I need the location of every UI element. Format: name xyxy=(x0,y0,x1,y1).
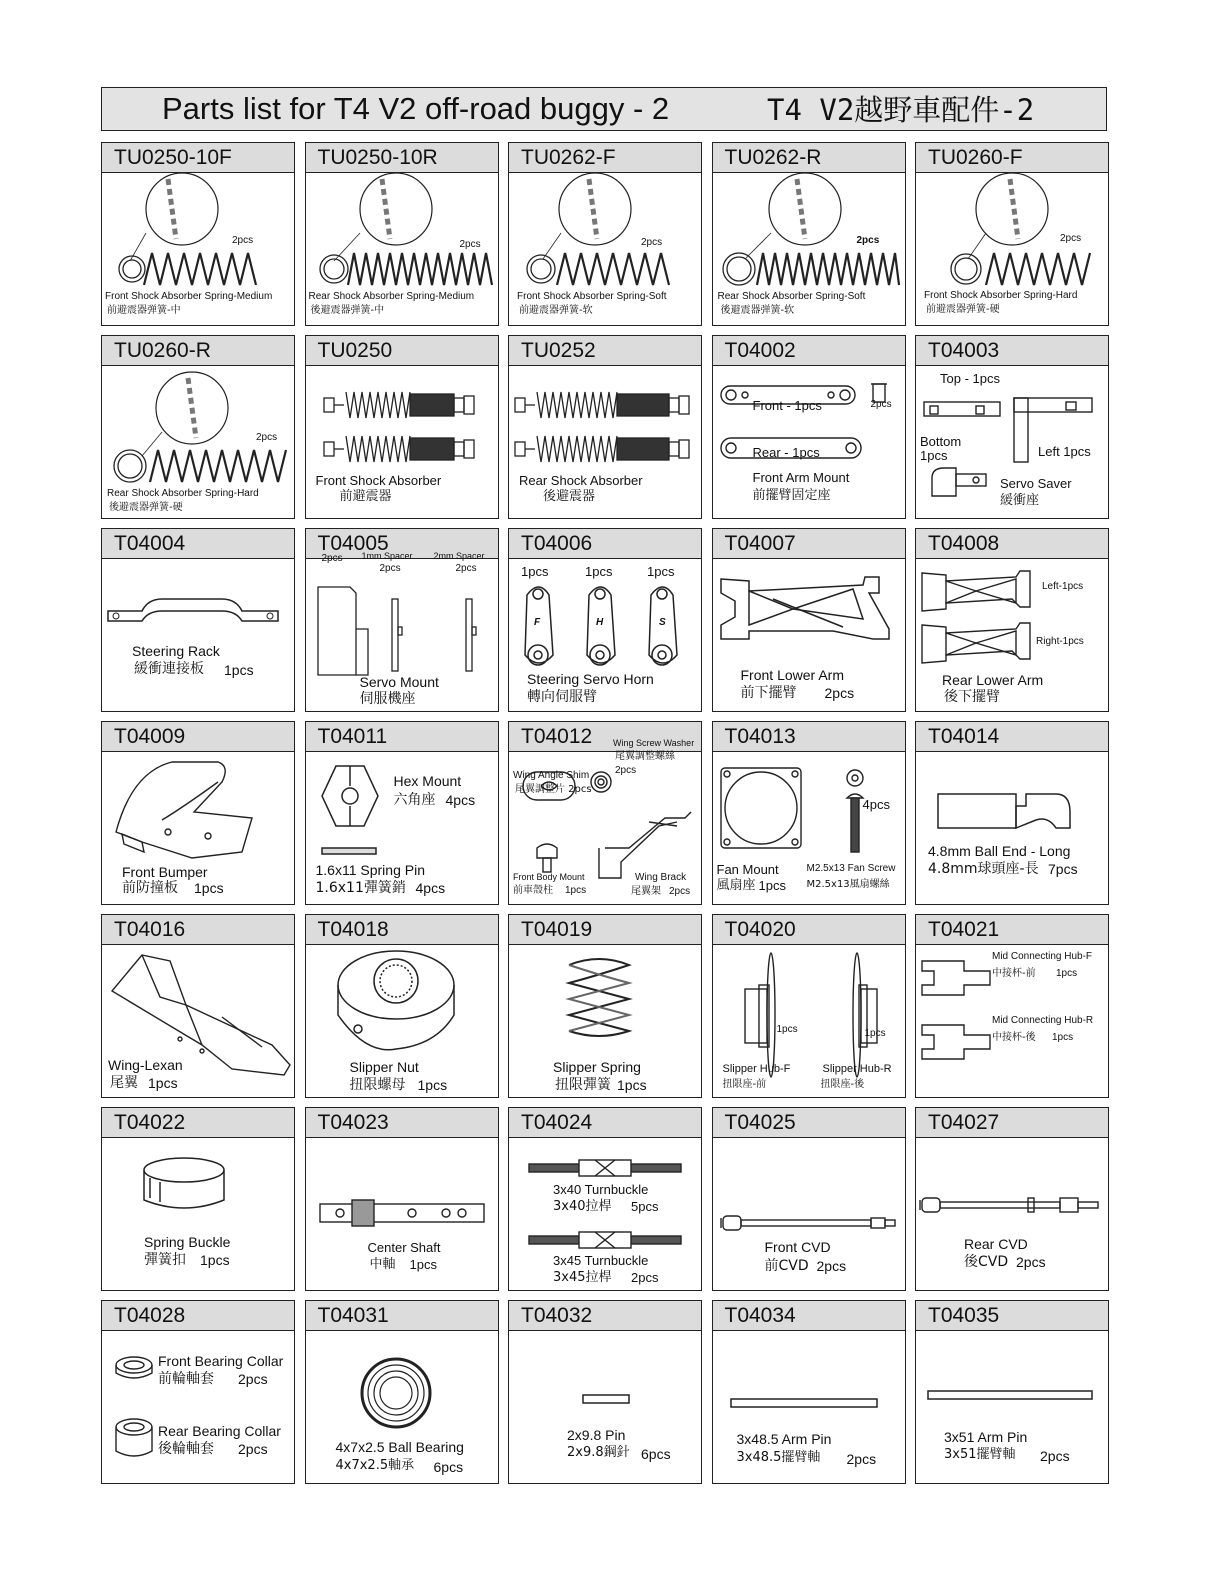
part-label: Rear Shock Absorber xyxy=(519,473,643,488)
part-header xyxy=(713,1108,905,1138)
part-label: F xyxy=(534,617,541,628)
part-code: T04003 xyxy=(928,339,1000,362)
part-label: 前避震器弹簧-中 xyxy=(107,305,181,316)
part-label: 2pcs xyxy=(1040,1448,1070,1464)
part-header xyxy=(916,722,1108,752)
part-label: 前車殼柱 xyxy=(513,885,553,896)
part-cell-t04006 xyxy=(508,528,702,712)
part-label: 2pcs xyxy=(870,399,892,410)
part-code: TU0252 xyxy=(521,339,596,362)
part-label: 1pcs xyxy=(585,564,613,579)
part-header xyxy=(916,336,1108,366)
part-label: Left-1pcs xyxy=(1042,581,1084,592)
part-cell-tu0250 xyxy=(305,335,499,519)
part-label: Mid Connecting Hub-F xyxy=(992,951,1093,962)
part-label: 4pcs xyxy=(415,880,446,896)
part-label: 中軸 xyxy=(369,1257,396,1272)
part-code: T04007 xyxy=(724,532,796,555)
part-header xyxy=(509,1108,701,1138)
part-label: 後下擺臂 xyxy=(944,689,1000,705)
part-label: 扭限彈簧 xyxy=(555,1077,611,1093)
part-code: TU0262-F xyxy=(521,146,616,169)
part-label: 1pcs xyxy=(409,1257,437,1272)
part-label: 尾翼調整片 2pcs xyxy=(515,784,592,795)
part-label: 前避震器 xyxy=(339,489,392,504)
part-code: T04020 xyxy=(724,918,796,941)
part-code: T04014 xyxy=(928,725,1000,748)
part-label: 2x9.8鋼針 xyxy=(567,1445,630,1460)
part-label: 2pcs xyxy=(816,1258,847,1274)
part-label: Rear Shock Absorber Spring-Soft xyxy=(717,291,866,302)
part-cell-t04004 xyxy=(101,528,295,712)
part-label: 1pcs xyxy=(617,1077,647,1093)
part-label: 前防撞板 xyxy=(122,880,178,896)
part-label: 後避震器 xyxy=(543,489,596,504)
part-cell-t04024 xyxy=(508,1107,702,1291)
part-label: 1.6x11 Spring Pin xyxy=(315,862,425,878)
part-label: Front Arm Mount xyxy=(752,470,850,485)
part-cell-t04014 xyxy=(915,721,1109,905)
part-label: 2pcs xyxy=(455,563,477,574)
part-label: Wing-Lexan xyxy=(108,1057,183,1073)
part-label: Rear Shock Absorber Spring-Medium xyxy=(308,291,475,302)
part-header xyxy=(306,722,498,752)
part-label: Rear - 1pcs xyxy=(752,445,820,460)
part-cell-tu0250-10f xyxy=(101,142,295,326)
part-label: Rear CVD xyxy=(964,1236,1028,1252)
part-label: 後避震器弹簧-中 xyxy=(310,305,385,316)
ball-end-illustration xyxy=(916,752,1107,903)
part-label: 尾翼架 xyxy=(631,886,661,897)
part-cell-t04020 xyxy=(712,914,906,1098)
part-label: 扭限座-前 xyxy=(722,1079,767,1090)
part-label: Front Shock Absorber xyxy=(315,473,442,488)
part-label: Steering Rack xyxy=(132,643,220,659)
part-header xyxy=(713,143,905,173)
part-label: Front Body Mount xyxy=(513,872,585,882)
part-label: 4.8mm球頭座-長 xyxy=(928,861,1039,877)
part-label: 2pcs xyxy=(824,685,855,701)
part-code: T04027 xyxy=(928,1111,1000,1134)
part-label: 前輪軸套 xyxy=(158,1371,214,1387)
part-label: Slipper Hub-F xyxy=(722,1063,791,1075)
part-cell-t04019 xyxy=(508,914,702,1098)
part-label: 後輪軸套 xyxy=(158,1441,214,1457)
part-header xyxy=(509,529,701,559)
part-label: Front Shock Absorber Spring-Medium xyxy=(105,291,273,302)
part-label: Servo Saver xyxy=(1000,476,1072,491)
part-label: 2pcs xyxy=(232,235,254,246)
part-cell-t04003 xyxy=(915,335,1109,519)
part-label: 2pcs xyxy=(615,765,637,776)
shock-absorber-illustration xyxy=(306,366,497,517)
part-header xyxy=(916,915,1108,945)
steering-rack-illustration xyxy=(102,559,293,710)
part-label: Rear Bearing Collar xyxy=(158,1423,281,1439)
part-code: T04013 xyxy=(724,725,796,748)
part-cell-t04008 xyxy=(915,528,1109,712)
part-label: 1pcs xyxy=(200,1252,230,1268)
part-header xyxy=(102,915,294,945)
spring-buckle-illustration xyxy=(102,1138,293,1289)
part-label: 2pcs xyxy=(669,886,691,897)
part-label: Fan Mount xyxy=(716,862,779,877)
part-code: T04034 xyxy=(724,1304,796,1327)
part-cell-t04032 xyxy=(508,1300,702,1484)
part-label: M2.5x13風扇螺絲 xyxy=(806,879,890,890)
part-header xyxy=(509,1301,701,1331)
part-label: 1pcs xyxy=(758,878,786,893)
part-label: Wing Angle Shim xyxy=(513,770,590,781)
part-label: 1pcs xyxy=(1052,1032,1074,1043)
part-label: 後避震器弹簧-软 xyxy=(720,305,795,316)
part-cell-tu0260-r xyxy=(101,335,295,519)
part-header xyxy=(916,1108,1108,1138)
part-label: Front Bumper xyxy=(122,864,208,880)
part-label: 2pcs xyxy=(1016,1254,1046,1270)
part-cell-t04025 xyxy=(712,1107,906,1291)
part-cell-t04012 xyxy=(508,721,702,905)
part-label: 2pcs xyxy=(641,237,663,248)
part-header xyxy=(306,1301,498,1331)
part-label: M2.5x13 Fan Screw xyxy=(806,863,896,874)
part-label: 六角座 xyxy=(393,792,436,808)
part-cell-t04009 xyxy=(101,721,295,905)
part-label: Slipper Hub-R xyxy=(822,1063,892,1075)
part-cell-t04034 xyxy=(712,1300,906,1484)
part-code: T04002 xyxy=(724,339,796,362)
center-shaft-illustration xyxy=(306,1138,497,1289)
part-label: 前擺臂固定座 xyxy=(752,488,831,503)
part-header xyxy=(306,1108,498,1138)
part-label: H xyxy=(596,617,604,628)
part-code: T04028 xyxy=(114,1304,186,1327)
part-header xyxy=(713,529,905,559)
part-label: 緩衝座 xyxy=(1000,493,1040,508)
part-label: 3x45拉桿 xyxy=(553,1270,612,1285)
part-label: Slipper Spring xyxy=(553,1059,641,1075)
part-header xyxy=(102,1108,294,1138)
part-label: S xyxy=(659,617,666,628)
part-label: 2x9.8 Pin xyxy=(567,1427,626,1443)
shock-absorber-illustration xyxy=(509,366,700,517)
part-label: 3x48.5 Arm Pin xyxy=(736,1431,832,1447)
part-label: Top - 1pcs xyxy=(940,371,1000,386)
part-label: 1pcs xyxy=(148,1075,178,1091)
part-code: T04004 xyxy=(114,532,186,555)
part-label: 扭限螺母 xyxy=(349,1077,406,1093)
part-label: 4.8mm Ball End - Long xyxy=(928,843,1071,859)
part-label: 中接杯-前 xyxy=(992,968,1036,979)
part-label: 3x45 Turnbuckle xyxy=(553,1253,649,1268)
part-code: TU0260-R xyxy=(114,339,211,362)
part-header xyxy=(102,143,294,173)
part-header xyxy=(916,529,1108,559)
part-label: 前下擺臂 xyxy=(740,685,797,701)
part-code: T04021 xyxy=(928,918,1000,941)
part-code: T04024 xyxy=(521,1111,593,1134)
part-cell-tu0262-f xyxy=(508,142,702,326)
part-label: 1pcs xyxy=(565,885,587,896)
part-label: 1pcs xyxy=(521,564,549,579)
part-label: 中接杯-後 xyxy=(992,1032,1036,1043)
part-code: T04016 xyxy=(114,918,186,941)
part-label: 2pcs xyxy=(379,563,401,574)
part-label: Wing Brack xyxy=(635,872,687,883)
part-cell-t04031 xyxy=(305,1300,499,1484)
part-code: T04031 xyxy=(317,1304,389,1327)
part-cell-t04027 xyxy=(915,1107,1109,1291)
part-label: 尾翼 xyxy=(110,1075,138,1091)
part-label: 1pcs xyxy=(776,1024,798,1035)
part-label: 1pcs xyxy=(647,564,675,579)
part-header xyxy=(509,143,701,173)
part-header xyxy=(713,722,905,752)
part-label: 前避震器弹簧-软 xyxy=(519,305,593,316)
part-header xyxy=(306,915,498,945)
part-label: Rear Shock Absorber Spring-Hard xyxy=(107,488,259,499)
part-label: 2pcs xyxy=(321,553,343,564)
part-label: 前避震器弹簧-硬 xyxy=(926,304,1000,315)
part-code: TU0262-R xyxy=(724,146,822,169)
part-label: 1pcs xyxy=(920,448,948,463)
part-label: 扭限座-後 xyxy=(820,1079,865,1090)
part-label: 3x40拉桿 xyxy=(553,1199,612,1214)
part-header xyxy=(306,143,498,173)
parts-grid xyxy=(101,142,1109,1482)
part-label: 6pcs xyxy=(641,1446,671,1462)
part-label: Front Shock Absorber Spring-Soft xyxy=(517,291,667,302)
part-label: 2mm Spacer xyxy=(433,551,485,561)
part-header xyxy=(509,336,701,366)
part-label: Wing Screw Washer xyxy=(613,738,695,748)
part-header xyxy=(306,336,498,366)
part-label: Front Lower Arm xyxy=(740,667,844,683)
part-label: 2pcs xyxy=(856,235,880,246)
part-label: 2pcs xyxy=(459,239,481,250)
part-label: 1pcs xyxy=(864,1028,886,1039)
part-header xyxy=(102,529,294,559)
part-label: Slipper Nut xyxy=(349,1059,419,1075)
part-label: Hex Mount xyxy=(393,773,462,789)
page-title-bar xyxy=(101,87,1107,131)
part-code: T04006 xyxy=(521,532,593,555)
part-label: 1pcs xyxy=(1056,968,1078,979)
part-code: T04032 xyxy=(521,1304,593,1327)
part-code: TU0250-10R xyxy=(317,146,438,169)
part-code: T04025 xyxy=(724,1111,796,1134)
part-label: 2pcs xyxy=(1060,233,1082,244)
part-cell-t04005 xyxy=(305,528,499,712)
part-cell-t04002 xyxy=(712,335,906,519)
part-header xyxy=(713,915,905,945)
part-cell-tu0252 xyxy=(508,335,702,519)
part-label: 2pcs xyxy=(846,1451,877,1467)
part-label: Center Shaft xyxy=(367,1240,441,1255)
part-label: Front CVD xyxy=(764,1239,831,1255)
part-label: 2pcs xyxy=(238,1441,268,1457)
part-label: Servo Mount xyxy=(359,674,439,690)
part-label: 4pcs xyxy=(862,797,890,812)
part-cell-t04023 xyxy=(305,1107,499,1291)
part-label: 前CVD xyxy=(764,1258,809,1274)
part-header xyxy=(713,336,905,366)
part-code: T04022 xyxy=(114,1111,186,1134)
part-code: T04009 xyxy=(114,725,186,748)
part-code: TU0250 xyxy=(317,339,393,362)
part-label: 3x48.5擺臂軸 xyxy=(736,1450,821,1465)
part-label: Front Bearing Collar xyxy=(158,1353,284,1369)
part-cell-t04016 xyxy=(101,914,295,1098)
part-code: T04011 xyxy=(317,725,388,748)
part-label: Rear Lower Arm xyxy=(942,672,1044,688)
part-label: 伺服機座 xyxy=(359,691,416,707)
part-label: 2pcs xyxy=(256,432,278,443)
part-label: 5pcs xyxy=(631,1199,659,1214)
part-cell-t04018 xyxy=(305,914,499,1098)
part-label: 2pcs xyxy=(631,1270,659,1285)
part-label: 彈簧扣 xyxy=(144,1252,186,1268)
part-cell-tu0250-10r xyxy=(305,142,499,326)
part-code: T04023 xyxy=(317,1111,389,1134)
part-label: 1mm Spacer xyxy=(361,551,413,561)
part-label: Steering Servo Horn xyxy=(527,671,654,687)
part-label: 4x7x2.5軸承 xyxy=(335,1458,415,1473)
part-header xyxy=(102,1301,294,1331)
part-label: 3x51擺臂軸 xyxy=(944,1447,1016,1462)
part-label: 風扇座 xyxy=(716,878,756,893)
part-label: 轉向伺服臂 xyxy=(527,689,597,705)
part-cell-t04035 xyxy=(915,1300,1109,1484)
part-label: 3x51 Arm Pin xyxy=(944,1429,1028,1445)
part-cell-t04007 xyxy=(712,528,906,712)
part-cell-tu0262-r xyxy=(712,142,906,326)
part-label: Spring Buckle xyxy=(144,1234,231,1250)
rear-cvd-illustration xyxy=(916,1138,1107,1289)
part-label: Left 1pcs xyxy=(1038,444,1091,459)
part-label: 1pcs xyxy=(194,880,224,896)
part-label: 1pcs xyxy=(224,662,254,678)
part-label: 4x7x2.5 Ball Bearing xyxy=(335,1439,464,1455)
part-label: 2pcs xyxy=(238,1371,268,1387)
part-cell-tu0260-f xyxy=(915,142,1109,326)
part-header xyxy=(713,1301,905,1331)
part-cell-t04013 xyxy=(712,721,906,905)
part-header xyxy=(916,1301,1108,1331)
servo-horn-illustration xyxy=(509,559,700,710)
part-code: TU0250-10F xyxy=(114,146,232,169)
part-label: 尾翼調整螺絲 xyxy=(615,751,675,762)
part-cell-t04011 xyxy=(305,721,499,905)
part-label: 6pcs xyxy=(433,1459,464,1475)
page-title-chinese: T4 V2越野車配件-2 xyxy=(767,93,1035,127)
part-label: 緩衝連接板 xyxy=(134,661,204,677)
part-label: Right-1pcs xyxy=(1036,636,1084,647)
part-label: 1pcs xyxy=(417,1077,448,1093)
part-header xyxy=(102,722,294,752)
part-label: Bottom xyxy=(920,434,962,449)
page-title-english: Parts list for T4 V2 off-road buggy - 2 xyxy=(162,91,670,126)
part-cell-t04021 xyxy=(915,914,1109,1098)
part-label: 1.6x11彈簧銷 xyxy=(315,880,406,896)
part-label: 3x40 Turnbuckle xyxy=(553,1182,649,1197)
part-code: T04019 xyxy=(521,918,593,941)
part-label: 4pcs xyxy=(445,792,476,808)
part-header xyxy=(102,336,294,366)
part-code: T04018 xyxy=(317,918,389,941)
part-label: Front Shock Absorber Spring-Hard xyxy=(924,290,1078,301)
part-code: TU0260-F xyxy=(928,146,1023,169)
part-header xyxy=(916,143,1108,173)
part-code: T04012 xyxy=(521,725,593,748)
part-label: Front - 1pcs xyxy=(752,398,822,413)
wing-illustration xyxy=(102,945,293,1096)
part-cell-t04028 xyxy=(101,1300,295,1484)
part-header xyxy=(509,915,701,945)
part-code: T04035 xyxy=(928,1304,1000,1327)
part-label: 後CVD xyxy=(964,1254,1009,1270)
part-label: Mid Connecting Hub-R xyxy=(992,1015,1094,1026)
part-label: 後避震器弹簧-硬 xyxy=(109,502,183,513)
part-cell-t04022 xyxy=(101,1107,295,1291)
part-label: 7pcs xyxy=(1048,861,1078,877)
part-code: T04005 xyxy=(317,532,389,555)
part-code: T04008 xyxy=(928,532,1000,555)
